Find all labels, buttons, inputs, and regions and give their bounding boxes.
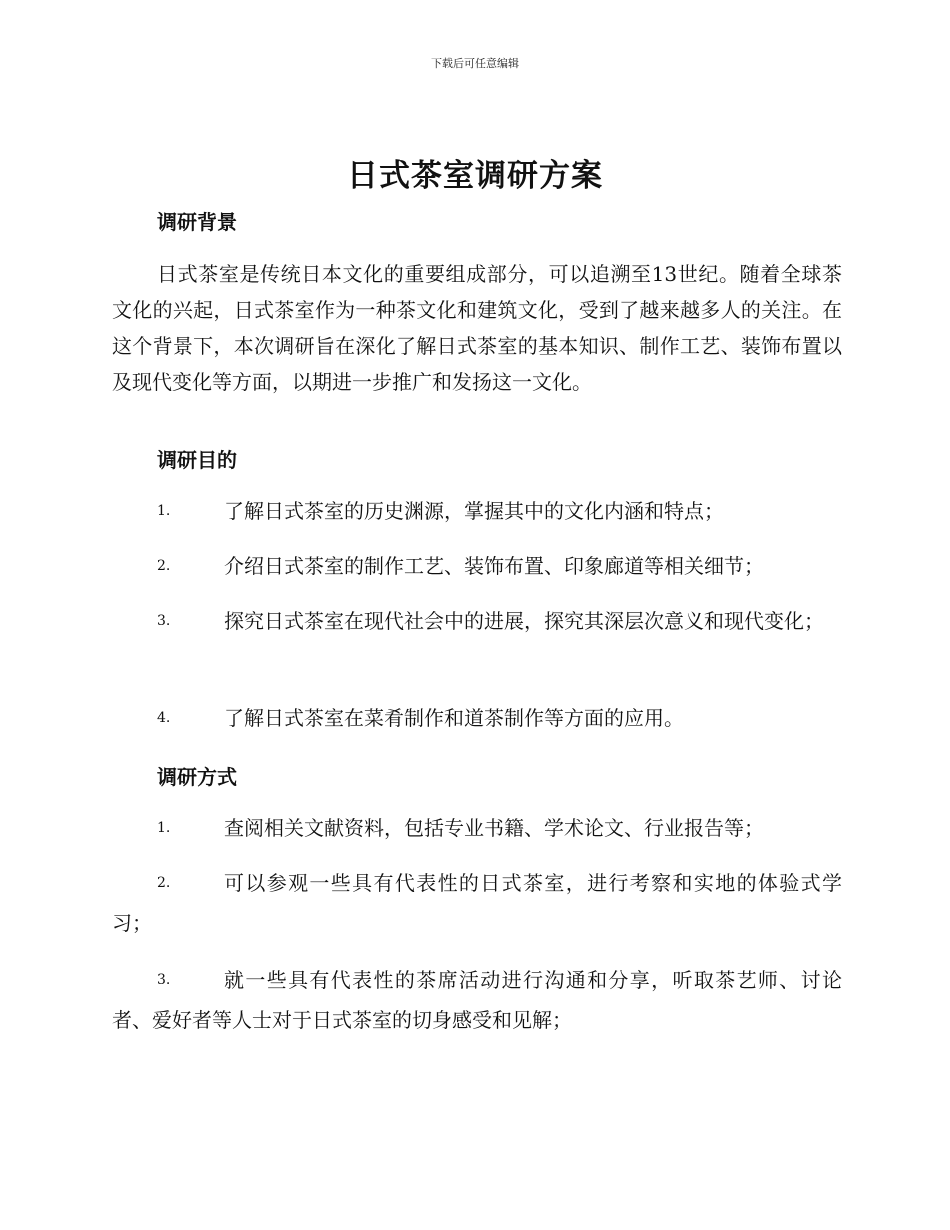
purpose-list-item	[112, 601, 842, 641]
method-list-item	[112, 960, 842, 1040]
purpose-list-item	[112, 491, 842, 531]
list-text: 介绍日式茶室的制作工艺、装饰布置、印象廊道等相关细节；	[224, 554, 764, 578]
purpose-list-item	[112, 698, 842, 738]
list-text: 查阅相关文献资料，包括专业书籍、学术论文、行业报告等；	[224, 816, 764, 840]
list-number: 3.	[157, 613, 171, 629]
list-text: 就一些具有代表性的茶席活动进行沟通和分享，听取茶艺师、讨论者、爱好者等人士对于日式茶室的切身感受和见解；	[112, 968, 842, 1032]
section-heading-method: 调研方式	[157, 765, 237, 789]
list-number: 1.	[157, 820, 171, 836]
purpose-list-item	[112, 546, 842, 586]
list-number: 4.	[157, 710, 171, 726]
list-number: 2.	[157, 875, 171, 891]
header-note: 下载后可任意编辑	[431, 57, 519, 70]
list-number: 3.	[157, 972, 171, 988]
list-text: 了解日式茶室的历史渊源，掌握其中的文化内涵和特点；	[224, 499, 724, 523]
document-title: 日式茶室调研方案	[347, 158, 603, 194]
list-text: 了解日式茶室在菜肴制作和道茶制作等方面的应用。	[224, 706, 684, 730]
list-number: 2.	[157, 558, 171, 574]
method-list-item	[112, 863, 842, 943]
list-number: 1.	[157, 503, 171, 519]
method-list-item	[112, 808, 842, 848]
section-heading-purpose: 调研目的	[157, 448, 237, 472]
list-text: 可以参观一些具有代表性的日式茶室，进行考察和实地的体验式学习；	[112, 871, 842, 935]
list-text: 探究日式茶室在现代社会中的进展，探究其深层次意义和现代变化；	[224, 609, 824, 633]
section-heading-background: 调研背景	[157, 210, 237, 234]
background-paragraph: 日式茶室是传统日本文化的重要组成部分，可以追溯至13世纪。随着全球茶文化的兴起，日式茶室作为一种茶文化和建筑文化，受到了越来越多人的关注。在这个背景下，本次调研旨在深化了解日式茶室的基本知识、制作工艺、装饰布置以及现代变化等方面，以期进一步推广和发扬这一文化。	[112, 262, 842, 394]
